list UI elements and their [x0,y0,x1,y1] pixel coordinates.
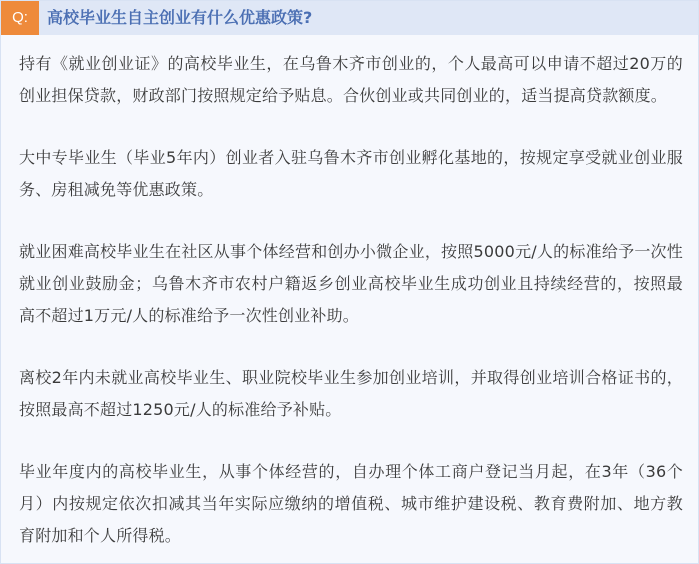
answer-paragraph-3: 就业困难高校毕业生在社区从事个体经营和创办小微企业，按照5000元/人的标准给予一次性就业创业鼓励金；乌鲁木齐市农村户籍返乡创业高校毕业生成功创业且持续经营的，按照最高不超过1万元/人的标准给予一次性创业补助。 [19,242,683,325]
answer-paragraph-1: 持有《就业创业证》的高校毕业生，在乌鲁木齐市创业的，个人最高可以申请不超过20万的创业担保贷款，财政部门按照规定给予贴息。合伙创业或共同创业的，适当提高贷款额度。 [19,54,683,105]
question-header [1,1,698,35]
answer-paragraph-2: 大中专毕业生（毕业5年内）创业者入驻乌鲁木齐市创业孵化基地的，按规定享受就业创业服务、房租减免等优惠政策。 [19,148,683,199]
q-badge: Q: [1,1,39,35]
answer-paragraph-4: 离校2年内未就业高校毕业生、职业院校毕业生参加创业培训，并取得创业培训合格证书的，按照最高不超过1250元/人的标准给予补贴。 [19,368,683,419]
answer-paragraph-5: 毕业年度内的高校毕业生，从事个体经营的，自办理个体工商户登记当月起，在3年（36个月）内按规定依次扣减其当年实际应缴纳的增值税、城市维护建设税、教育费附加、地方教育附加和个人所得税。 [19,462,683,545]
answer-body [19,48,683,552]
question-title: 高校毕业生自主创业有什么优惠政策? [47,8,313,27]
